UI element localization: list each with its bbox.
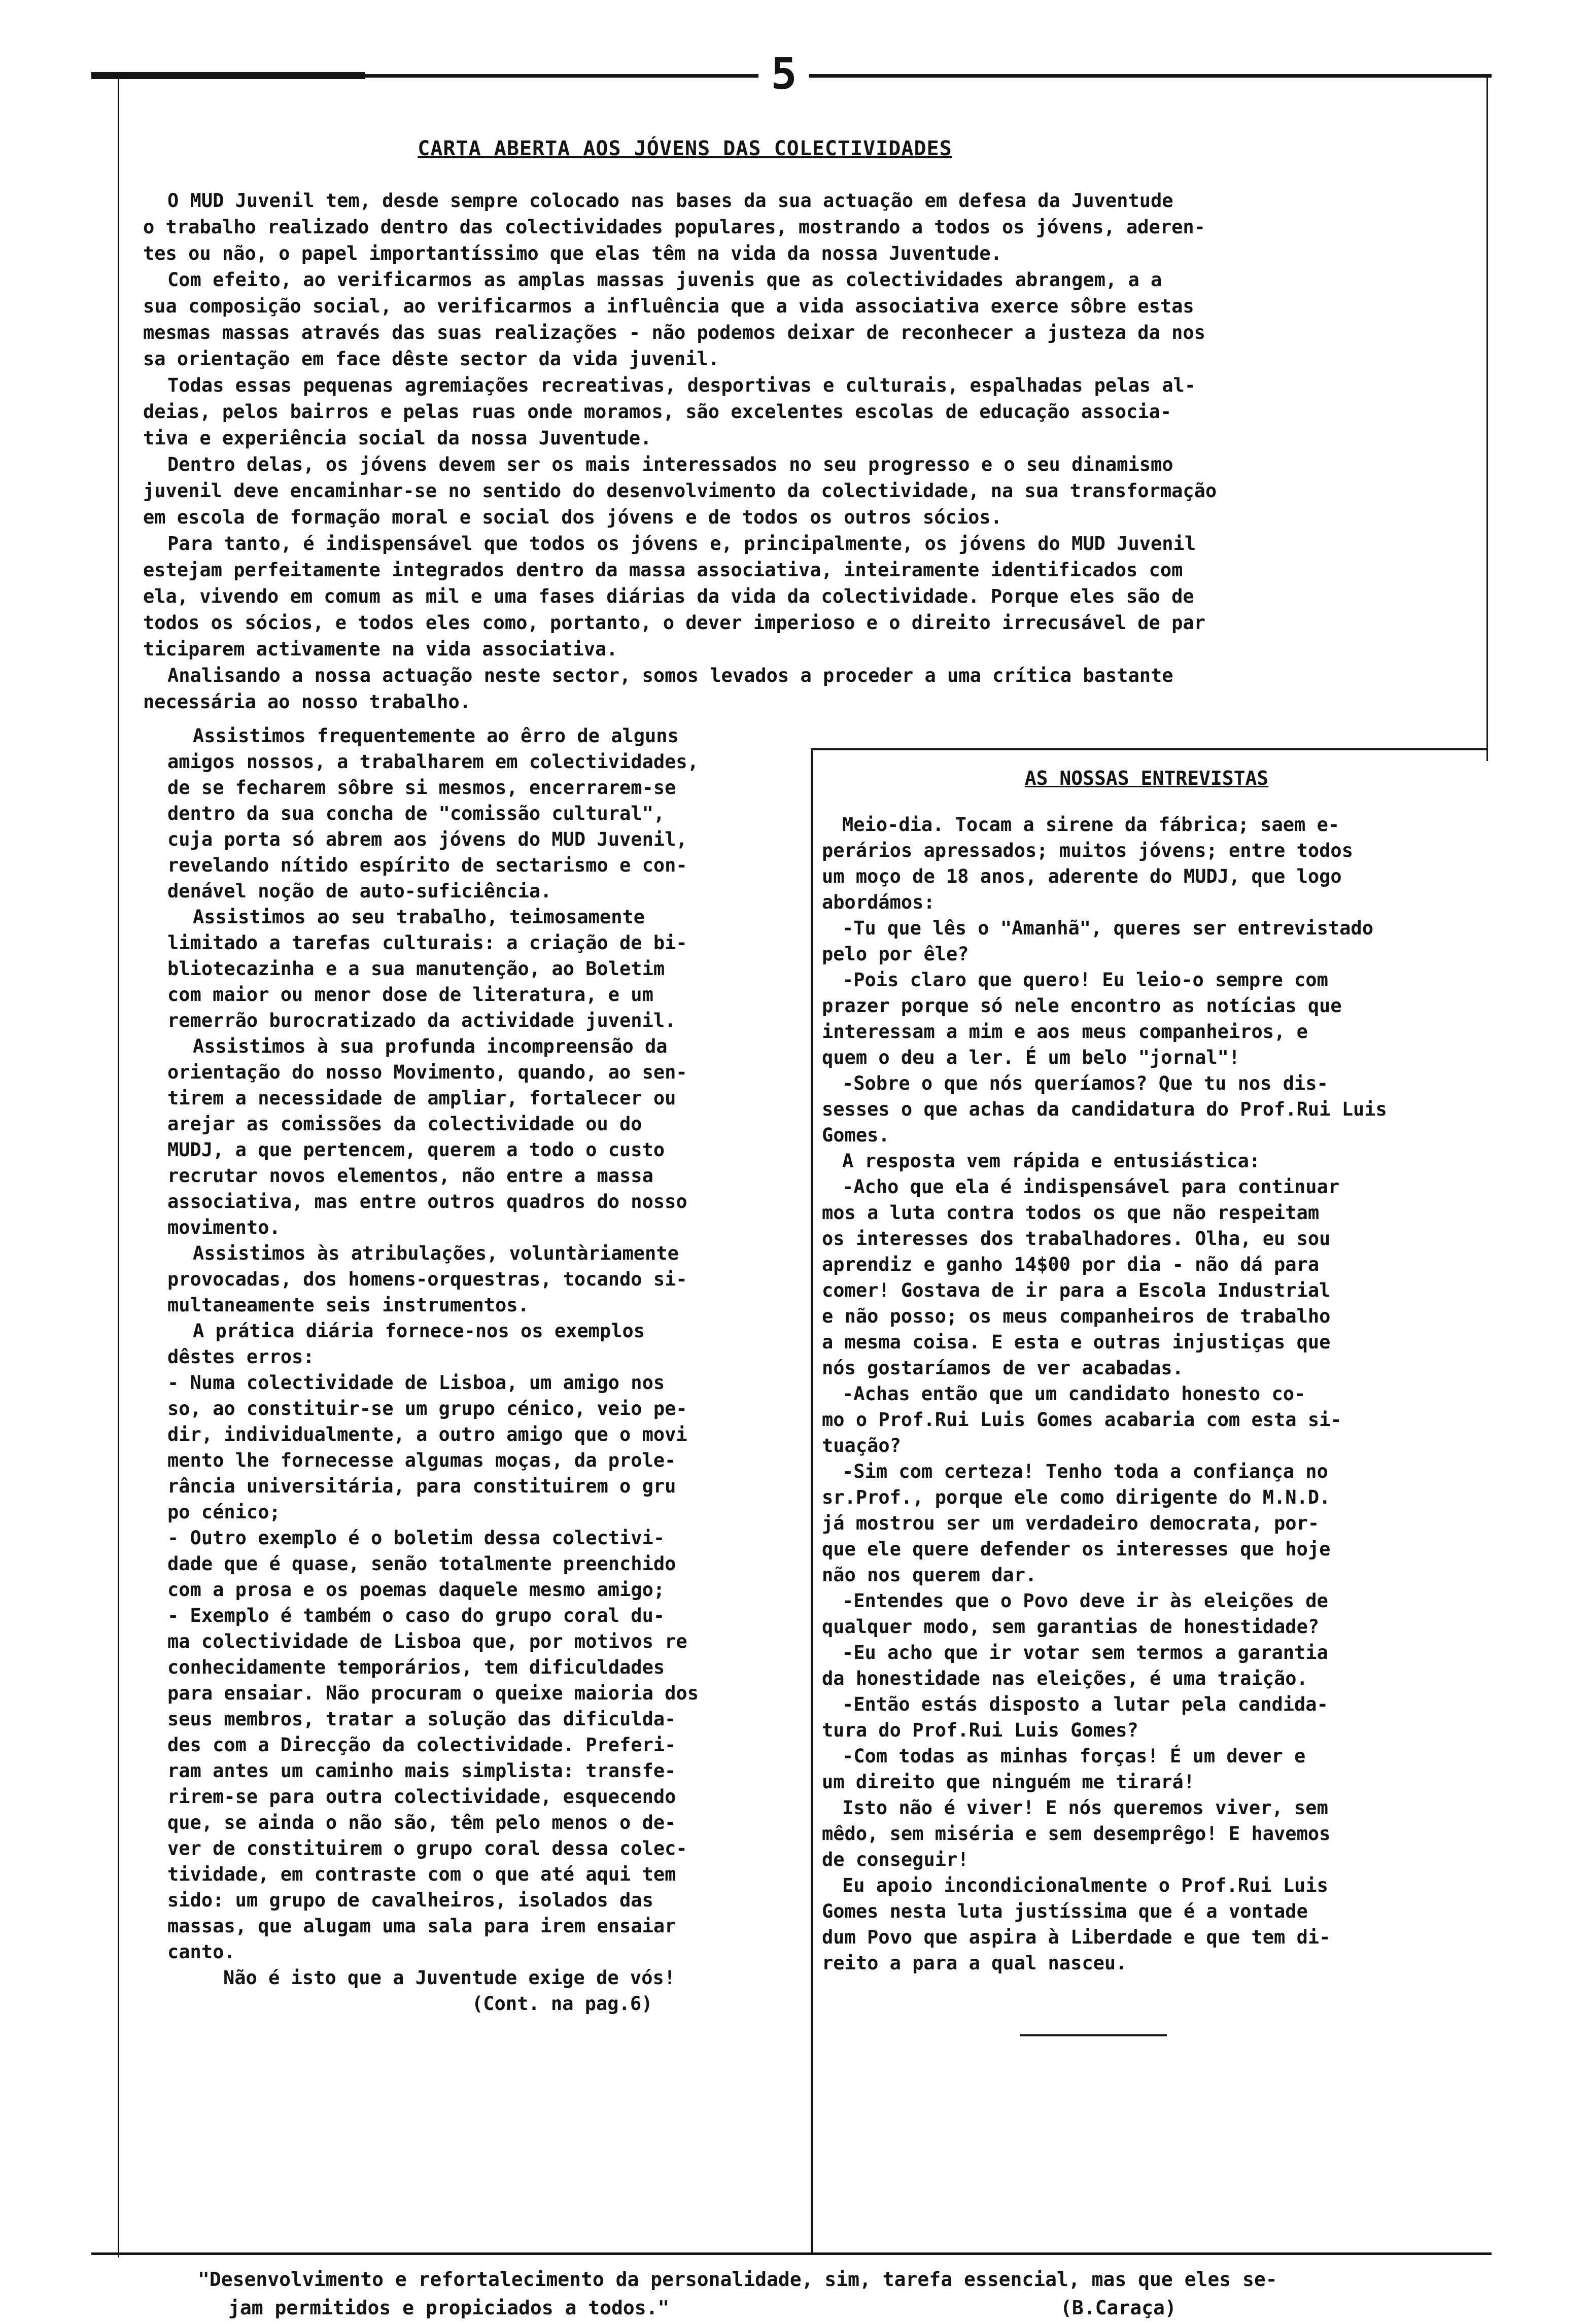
text-line: os interesses dos trabalhadores. Olha, eu sou xyxy=(822,1228,1331,1250)
text-line: massas, que alugam uma sala para irem ensaiar xyxy=(167,1915,676,1937)
text-line: -Eu acho que ir votar sem termos a garantia xyxy=(842,1642,1328,1663)
text-line: mento lhe fornecesse algumas moças, da prole- xyxy=(167,1449,676,1471)
text-line: ticiparem activamente na vida associativa. xyxy=(143,638,618,660)
text-line: provocadas, dos homens-orquestras, tocando si- xyxy=(167,1268,687,1290)
text-line: tuação? xyxy=(822,1435,901,1456)
text-line: comer! Gostava de ir para a Escola Industrial xyxy=(822,1279,1331,1301)
quote-box-top xyxy=(91,2252,1492,2255)
text-line: MUDJ, a que pertencem, querem a todo o custo xyxy=(167,1139,665,1161)
text-line: Isto não é viver! E nós queremos viver, sem xyxy=(842,1797,1328,1819)
text-line: associativa, mas entre outros quadros do nosso xyxy=(167,1191,687,1212)
text-line: ma colectividade de Lisboa que, por motivos re xyxy=(167,1631,687,1652)
text-line: de se fecharem sôbre si mesmos, encerrarem-se xyxy=(167,777,676,799)
text-line: nós gostaríamos de ver acabadas. xyxy=(822,1357,1184,1379)
text-line: ela, vivendo em comum as mil e uma fases diárias da vida da colectividade. Porque eles são de xyxy=(143,585,1194,607)
text-line: Gomes. xyxy=(822,1124,890,1146)
text-line: -Entendes que o Povo deve ir às eleições de xyxy=(842,1590,1328,1612)
text-line: quem o deu a ler. É um belo "jornal"! xyxy=(822,1047,1240,1068)
text-line: estejam perfeitamente integrados dentro da massa associativa, inteiramente identificados com xyxy=(143,559,1183,581)
text-line: perários apressados; muitos jóvens; entre todos xyxy=(822,840,1353,861)
text-line: -Com todas as minhas forças! É um dever e xyxy=(842,1745,1306,1767)
text-line: denável noção de auto-suficiência. xyxy=(167,880,552,902)
text-line: A prática diária fornece-nos os exemplos xyxy=(193,1320,645,1342)
text-line: Gomes nesta luta justíssima que é a vontade xyxy=(822,1900,1308,1922)
text-line: mêdo, sem miséria e sem desemprêgo! E havemos xyxy=(822,1823,1331,1845)
text-line: Com efeito, ao verificarmos as amplas massas juvenis que as colectividades abrangem, a a xyxy=(167,269,1162,291)
text-line: Assistimos às atribulações, voluntàriamente xyxy=(193,1242,679,1264)
text-line: o trabalho realizado dentro das colectividades populares, mostrando a todos os jóvens, aderen- xyxy=(143,216,1205,238)
text-line: em escola de formação moral e social dos jóvens e de todos os outros sócios. xyxy=(143,506,1002,528)
text-line: amigos nossos, a trabalharem em colectividades, xyxy=(167,751,699,773)
text-line: dum Povo que aspira à Liberdade e que tem di- xyxy=(822,1926,1331,1948)
text-line: para ensaiar. Não procuram o queixe maioria dos xyxy=(167,1682,699,1704)
text-line: O MUD Juvenil tem, desde sempre colocado nas bases da sua actuação em defesa da Juventude xyxy=(167,190,1173,212)
text-line: -Achas então que um candidato honesto co- xyxy=(842,1383,1306,1405)
text-line: conhecidamente temporários, tem dificuldades xyxy=(167,1656,665,1678)
text-line: abordámos: xyxy=(822,891,935,913)
text-line: -Sim com certeza! Tenho toda a confiança no xyxy=(842,1461,1328,1482)
text-line: Dentro delas, os jóvens devem ser os mais interessados no seu progresso e o seu dinamismo xyxy=(167,454,1173,475)
article-title: CARTA ABERTA AOS JÓVENS DAS COLECTIVIDADES xyxy=(418,137,952,160)
text-line: arejar as comissões da colectividade ou do xyxy=(167,1113,642,1135)
text-line: movimento. xyxy=(167,1217,281,1238)
text-line: mesmas massas através das suas realizações - não podemos deixar de reconhecer a justeza da nos xyxy=(143,322,1205,343)
text-line: dêstes erros: xyxy=(167,1346,315,1368)
text-line: remerrão burocratizado da actividade juvenil. xyxy=(167,1010,676,1031)
text-line: Analisando a nossa actuação neste sector, somos levados a proceder a uma crítica bastante xyxy=(167,665,1173,686)
text-line: so, ao constituir-se um grupo cénico, veio pe- xyxy=(167,1398,687,1419)
text-line: Assistimos frequentemente ao êrro de alguns xyxy=(193,725,679,747)
text-line: -Sobre o que nós queríamos? Que tu nos dis- xyxy=(842,1072,1328,1094)
interview-title: AS NOSSAS ENTREVISTAS xyxy=(1024,767,1269,789)
text-line: tividade, em contraste com o que até aqui tem xyxy=(167,1863,676,1885)
frame-right xyxy=(1486,76,1488,761)
text-line: sr.Prof., porque ele como dirigente do M.N.D. xyxy=(822,1486,1331,1508)
footer-author: (B.Caraça) xyxy=(1060,2297,1177,2319)
frame-left xyxy=(118,76,119,2258)
text-line: mos a luta contra todos os que não respeitam xyxy=(822,1202,1320,1224)
text-line: não nos querem dar. xyxy=(822,1564,1037,1586)
text-line: tes ou não, o papel importantíssimo que elas têm na vida da nossa Juventude. xyxy=(143,242,1002,264)
text-line: multaneamente seis instrumentos. xyxy=(167,1294,529,1316)
interview-box-top xyxy=(811,748,1488,750)
text-line: prazer porque só nele encontro as notícias que xyxy=(822,995,1342,1017)
text-line: dentro da sua concha de "comissão cultural", xyxy=(167,803,665,824)
text-line: -Acho que ela é indispensável para continuar xyxy=(842,1176,1340,1198)
text-line: cuja porta só abrem aos jóvens do MUD Juvenil, xyxy=(167,828,687,850)
text-line: Assistimos à sua profunda incompreensão da xyxy=(193,1035,668,1057)
text-line: tura do Prof.Rui Luis Gomes? xyxy=(822,1719,1138,1741)
text-line: des com a Direcção da colectividade. Preferi- xyxy=(167,1734,676,1756)
text-line: tirem a necessidade de ampliar, fortalecer ou xyxy=(167,1087,676,1109)
text-line: com maior ou menor dose de literatura, e um xyxy=(167,984,653,1005)
text-line: da honestidade nas eleições, é uma traição. xyxy=(822,1668,1308,1689)
text-line: bliotecazinha e a sua manutenção, ao Boletim xyxy=(167,958,665,980)
text-line: canto. xyxy=(167,1941,235,1963)
text-line: dade que é quase, senão totalmente preenchido xyxy=(167,1553,676,1575)
text-line: com a prosa e os poemas daquele mesmo amigo; xyxy=(167,1579,665,1601)
text-line: pelo por êle? xyxy=(822,943,969,965)
text-line: qualquer modo, sem garantias de honestidade? xyxy=(822,1616,1320,1638)
text-line: já mostrou ser um verdadeiro democrata, por- xyxy=(822,1512,1320,1534)
text-line: -Então estás disposto a lutar pela candida- xyxy=(842,1693,1328,1715)
text-line: reito a para a qual nasceu. xyxy=(822,1952,1127,1974)
text-line: sua composição social, ao verificarmos a influência que a vida associativa exerce sôbre estas xyxy=(143,295,1194,317)
text-line: ver de constituirem o grupo coral dessa colec- xyxy=(167,1837,687,1859)
page-number: 5 xyxy=(758,51,809,97)
text-line: - Exemplo é também o caso do grupo coral du- xyxy=(167,1605,665,1626)
text-line: - Numa colectividade de Lisboa, um amigo nos xyxy=(167,1372,665,1394)
text-line: juvenil deve encaminhar-se no sentido do desenvolvimento da colectividade, na sua transformação xyxy=(143,480,1217,502)
text-line: aprendiz e ganho 14$00 por dia - não dá para xyxy=(822,1254,1320,1275)
text-line: revelando nítido espírito de sectarismo e con- xyxy=(167,854,687,876)
text-line: todos os sócios, e todos eles como, portanto, o dever imperioso e o direito irrecusável de par xyxy=(143,612,1205,634)
text-line: a mesma coisa. E esta e outras injustiças que xyxy=(822,1331,1331,1353)
text-line: necessária ao nosso trabalho. xyxy=(143,691,471,713)
text-line: -Pois claro que quero! Eu leio-o sempre com xyxy=(842,969,1328,991)
text-line: limitado a tarefas culturais: a criação de bi- xyxy=(167,932,687,954)
text-line: Todas essas pequenas agremiações recreativas, desportivas e culturais, espalhadas pelas al- xyxy=(167,374,1196,396)
text-line: ram antes um caminho mais simplista: transfe- xyxy=(167,1760,676,1782)
text-line: que, se ainda o não são, têm pelo menos o de- xyxy=(167,1812,676,1833)
text-line: rirem-se para outra colectividade, esquecendo xyxy=(167,1786,676,1808)
footer-quote-line-1: "Desenvolvimento e refortalecimento da personalidade, sim, tarefa essencial, mas que eles se- xyxy=(198,2268,1277,2291)
text-line: A resposta vem rápida e entusiástica: xyxy=(842,1150,1261,1172)
text-line: um moço de 18 anos, aderente do MUDJ, que logo xyxy=(822,865,1342,887)
column-divider xyxy=(811,748,813,2255)
text-line: que ele quere defender os interesses que hoje xyxy=(822,1538,1331,1560)
text-line: um direito que ninguém me tirará! xyxy=(822,1771,1195,1793)
text-line: sa orientação em face dêste sector da vida juvenil. xyxy=(143,348,720,370)
text-line: dir, individualmente, a outro amigo que o movi xyxy=(167,1424,687,1445)
top-rule-left-thick xyxy=(91,72,365,79)
text-line: -Tu que lês o "Amanhã", queres ser entrevistado xyxy=(842,917,1373,939)
text-line: sido: um grupo de cavalheiros, isolados das xyxy=(167,1889,653,1911)
text-line: seus membros, tratar a solução das dificulda- xyxy=(167,1708,676,1730)
text-line: orientação do nosso Movimento, quando, ao sen- xyxy=(167,1061,687,1083)
text-line: sesses o que achas da candidatura do Prof.Rui Luis xyxy=(822,1098,1387,1120)
interview-end-rule xyxy=(1020,2034,1167,2036)
text-line: de conseguir! xyxy=(822,1849,969,1870)
text-line: - Outro exemplo é o boletim dessa colectivi- xyxy=(167,1527,665,1549)
continuation-note: (Cont. na pag.6) xyxy=(472,1993,653,2015)
text-line: Eu apoio incondicionalmente o Prof.Rui Luis xyxy=(842,1875,1328,1896)
text-line: mo o Prof.Rui Luis Gomes acabaria com esta si- xyxy=(822,1409,1342,1431)
text-line: e não posso; os meus companheiros de trabalho xyxy=(822,1305,1331,1327)
text-line: po cénico; xyxy=(167,1501,281,1523)
text-line: recrutar novos elementos, não entre a massa xyxy=(167,1165,653,1187)
text-line: Para tanto, é indispensável que todos os jóvens e, principalmente, os jóvens do MUD Juvenil xyxy=(167,533,1196,554)
text-line: Não é isto que a Juventude exige de vós! xyxy=(223,1967,676,1989)
text-line: deias, pelos bairros e pelas ruas onde moramos, são excelentes escolas de educação associa- xyxy=(143,401,1172,423)
text-line: tiva e experiência social da nossa Juventude. xyxy=(143,427,652,449)
text-line: rância universitária, para constituirem o gru xyxy=(167,1475,676,1497)
footer-quote-line-2: jam permitidos e propiciados a todos." xyxy=(228,2297,670,2319)
text-line: interessam a mim e aos meus companheiros, e xyxy=(822,1021,1308,1043)
text-line: Assistimos ao seu trabalho, teimosamente xyxy=(193,906,645,928)
text-line: Meio-dia. Tocam a sirene da fábrica; saem e- xyxy=(842,814,1340,836)
